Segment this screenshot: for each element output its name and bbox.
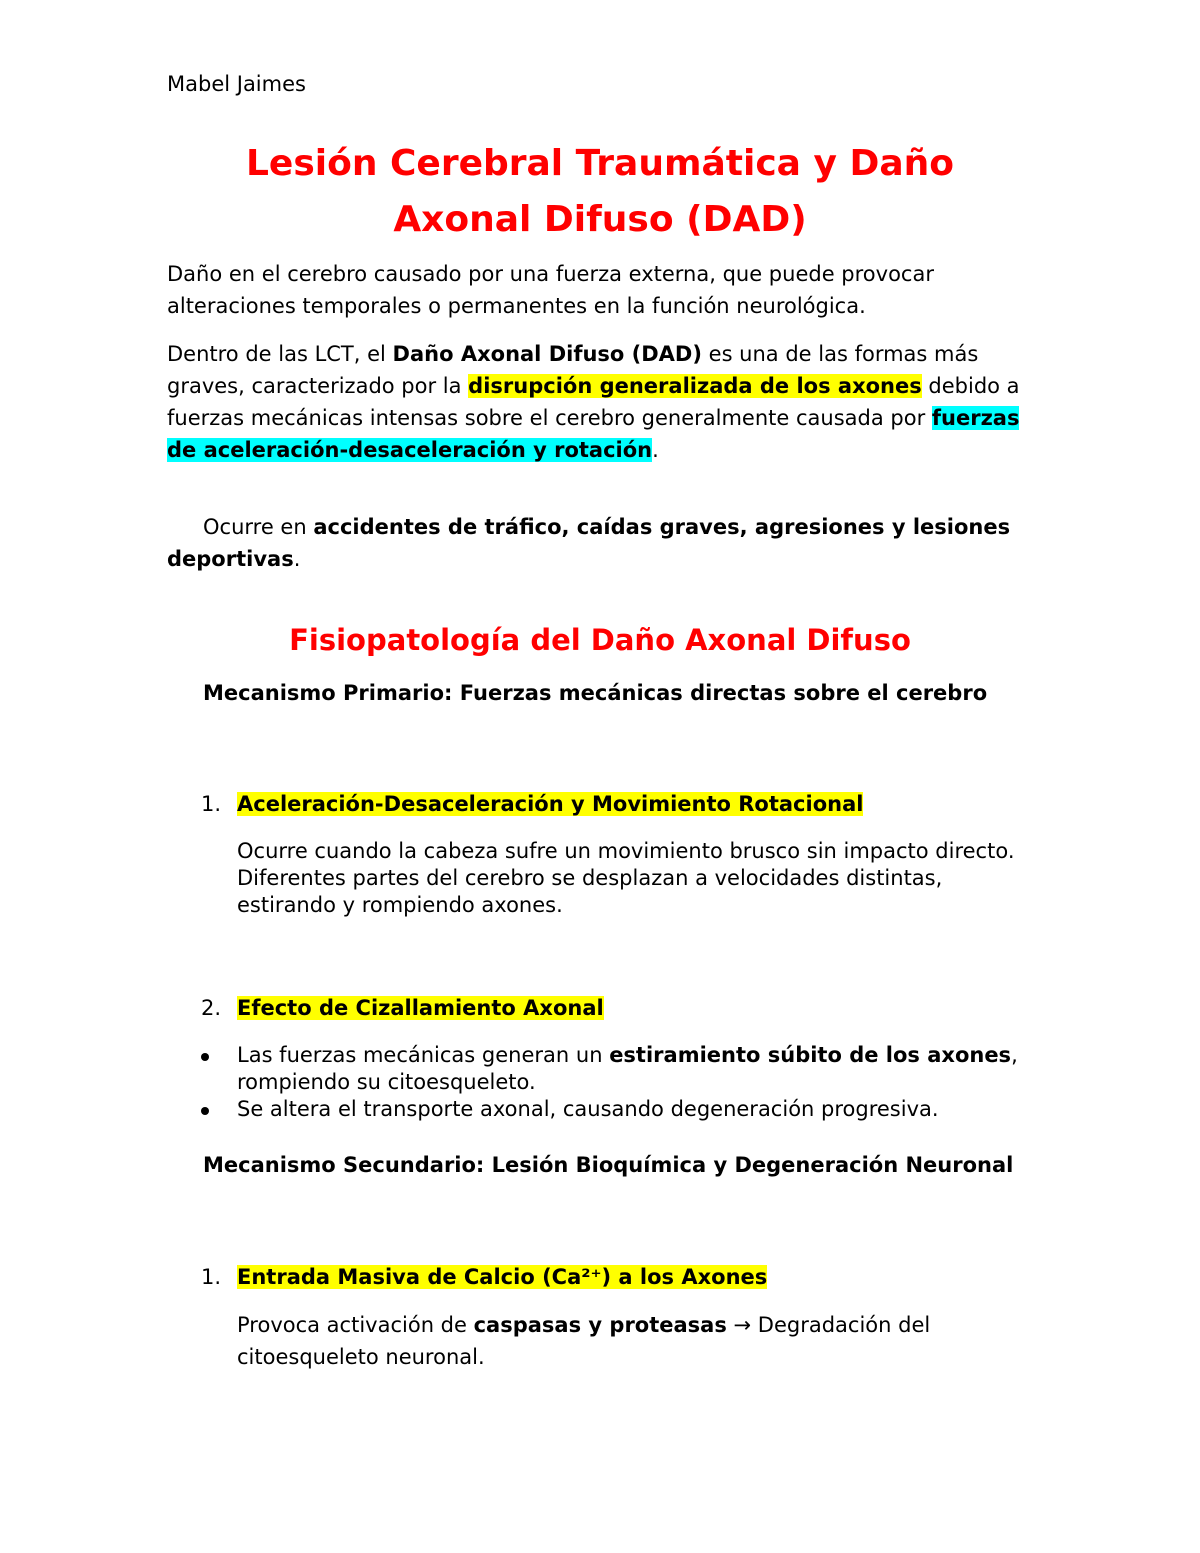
secondary-text-2: → Degradación del citoesqueleto neuronal. (237, 1313, 931, 1369)
lct-paragraph (167, 338, 1037, 466)
bullet-icon (201, 1107, 209, 1115)
bullet-2-text: Se altera el transporte axonal, causando degeneración progresiva. (237, 1097, 939, 1121)
lct-text-3: debido a fuerzas mecánicas intensas sobre el cerebro generalmente causada por (167, 374, 1020, 430)
lct-highlight-disrupcion: disrupción generalizada de los axones (468, 374, 922, 398)
lct-text-4: . (652, 438, 659, 462)
bullet-icon (201, 1053, 209, 1061)
bullet-1-text-1: Las fuerzas mecánicas generan un (237, 1043, 610, 1067)
secondary-item-1-description (237, 1309, 1037, 1373)
document-title (167, 136, 1033, 248)
primary-mechanism-heading (167, 677, 1037, 709)
ocurre-text-1: Ocurre en (203, 515, 314, 539)
title-line-1: Lesión Cerebral Traumática y Daño (245, 143, 955, 184)
lct-dad-term: Daño Axonal Difuso (DAD) (392, 342, 702, 366)
secondary-text-1: Provoca activación de (237, 1313, 474, 1337)
lct-highlight-fuerzas: fuerzas de aceleración-desaceleración y rotación (167, 406, 1020, 462)
bullet-1-text-2: , rompiendo su citoesqueleto. (237, 1043, 1018, 1094)
list-item (197, 1096, 1037, 1123)
ocurre-paragraph (167, 511, 1037, 575)
secondary-item-1 (201, 1261, 767, 1293)
ocurre-causes: accidentes de tráfico, caídas graves, agresiones y lesiones deportivas (167, 515, 1011, 571)
primary-item-1 (201, 788, 863, 820)
primary-item-1-description (237, 838, 1037, 919)
list-number: 1. (201, 1265, 222, 1289)
lct-text-1: Dentro de las LCT, el (167, 342, 393, 366)
intro-paragraph: Daño en el cerebro causado por una fuerza externa, que puede provocar alteraciones temporales o permanentes en la función neurológica. (167, 262, 934, 318)
primary-item-1-line-1: Ocurre cuando la cabeza sufre un movimiento brusco sin impacto directo. (237, 839, 1015, 863)
primary-item-2-bullets (197, 1042, 1037, 1123)
secondary-heading-text: Mecanismo Secundario: Lesión Bioquímica y Degeneración Neuronal (203, 1153, 1014, 1177)
primary-item-2-label: Efecto de Cizallamiento Axonal (237, 996, 604, 1020)
primary-heading-text: Mecanismo Primario: Fuerzas mecánicas directas sobre el cerebro (203, 681, 988, 705)
list-item (197, 1042, 1037, 1096)
secondary-bold: caspasas y proteasas (473, 1313, 727, 1337)
primary-item-2 (201, 992, 604, 1024)
author-name: Mabel Jaimes (167, 72, 306, 96)
secondary-mechanism-heading (167, 1149, 1037, 1181)
primary-item-1-label: Aceleración-Desaceleración y Movimiento Rotacional (237, 792, 864, 816)
list-number: 1. (201, 792, 222, 816)
primary-item-1-line-2: Diferentes partes del cerebro se desplazan a velocidades distintas, estirando y rompiendo axones. (237, 866, 943, 917)
ocurre-text-2: . (293, 547, 301, 571)
secondary-item-1-label: Entrada Masiva de Calcio (Ca²⁺) a los Axones (237, 1265, 768, 1289)
list-number: 2. (201, 996, 222, 1020)
lct-text-2: es una de las formas más graves, caracterizado por la (167, 342, 979, 398)
bullet-1-bold: estiramiento súbito de los axones (609, 1043, 1012, 1067)
title-line-2: Axonal Difuso (DAD) (393, 199, 807, 240)
section-title: Fisiopatología del Daño Axonal Difuso (289, 623, 911, 657)
